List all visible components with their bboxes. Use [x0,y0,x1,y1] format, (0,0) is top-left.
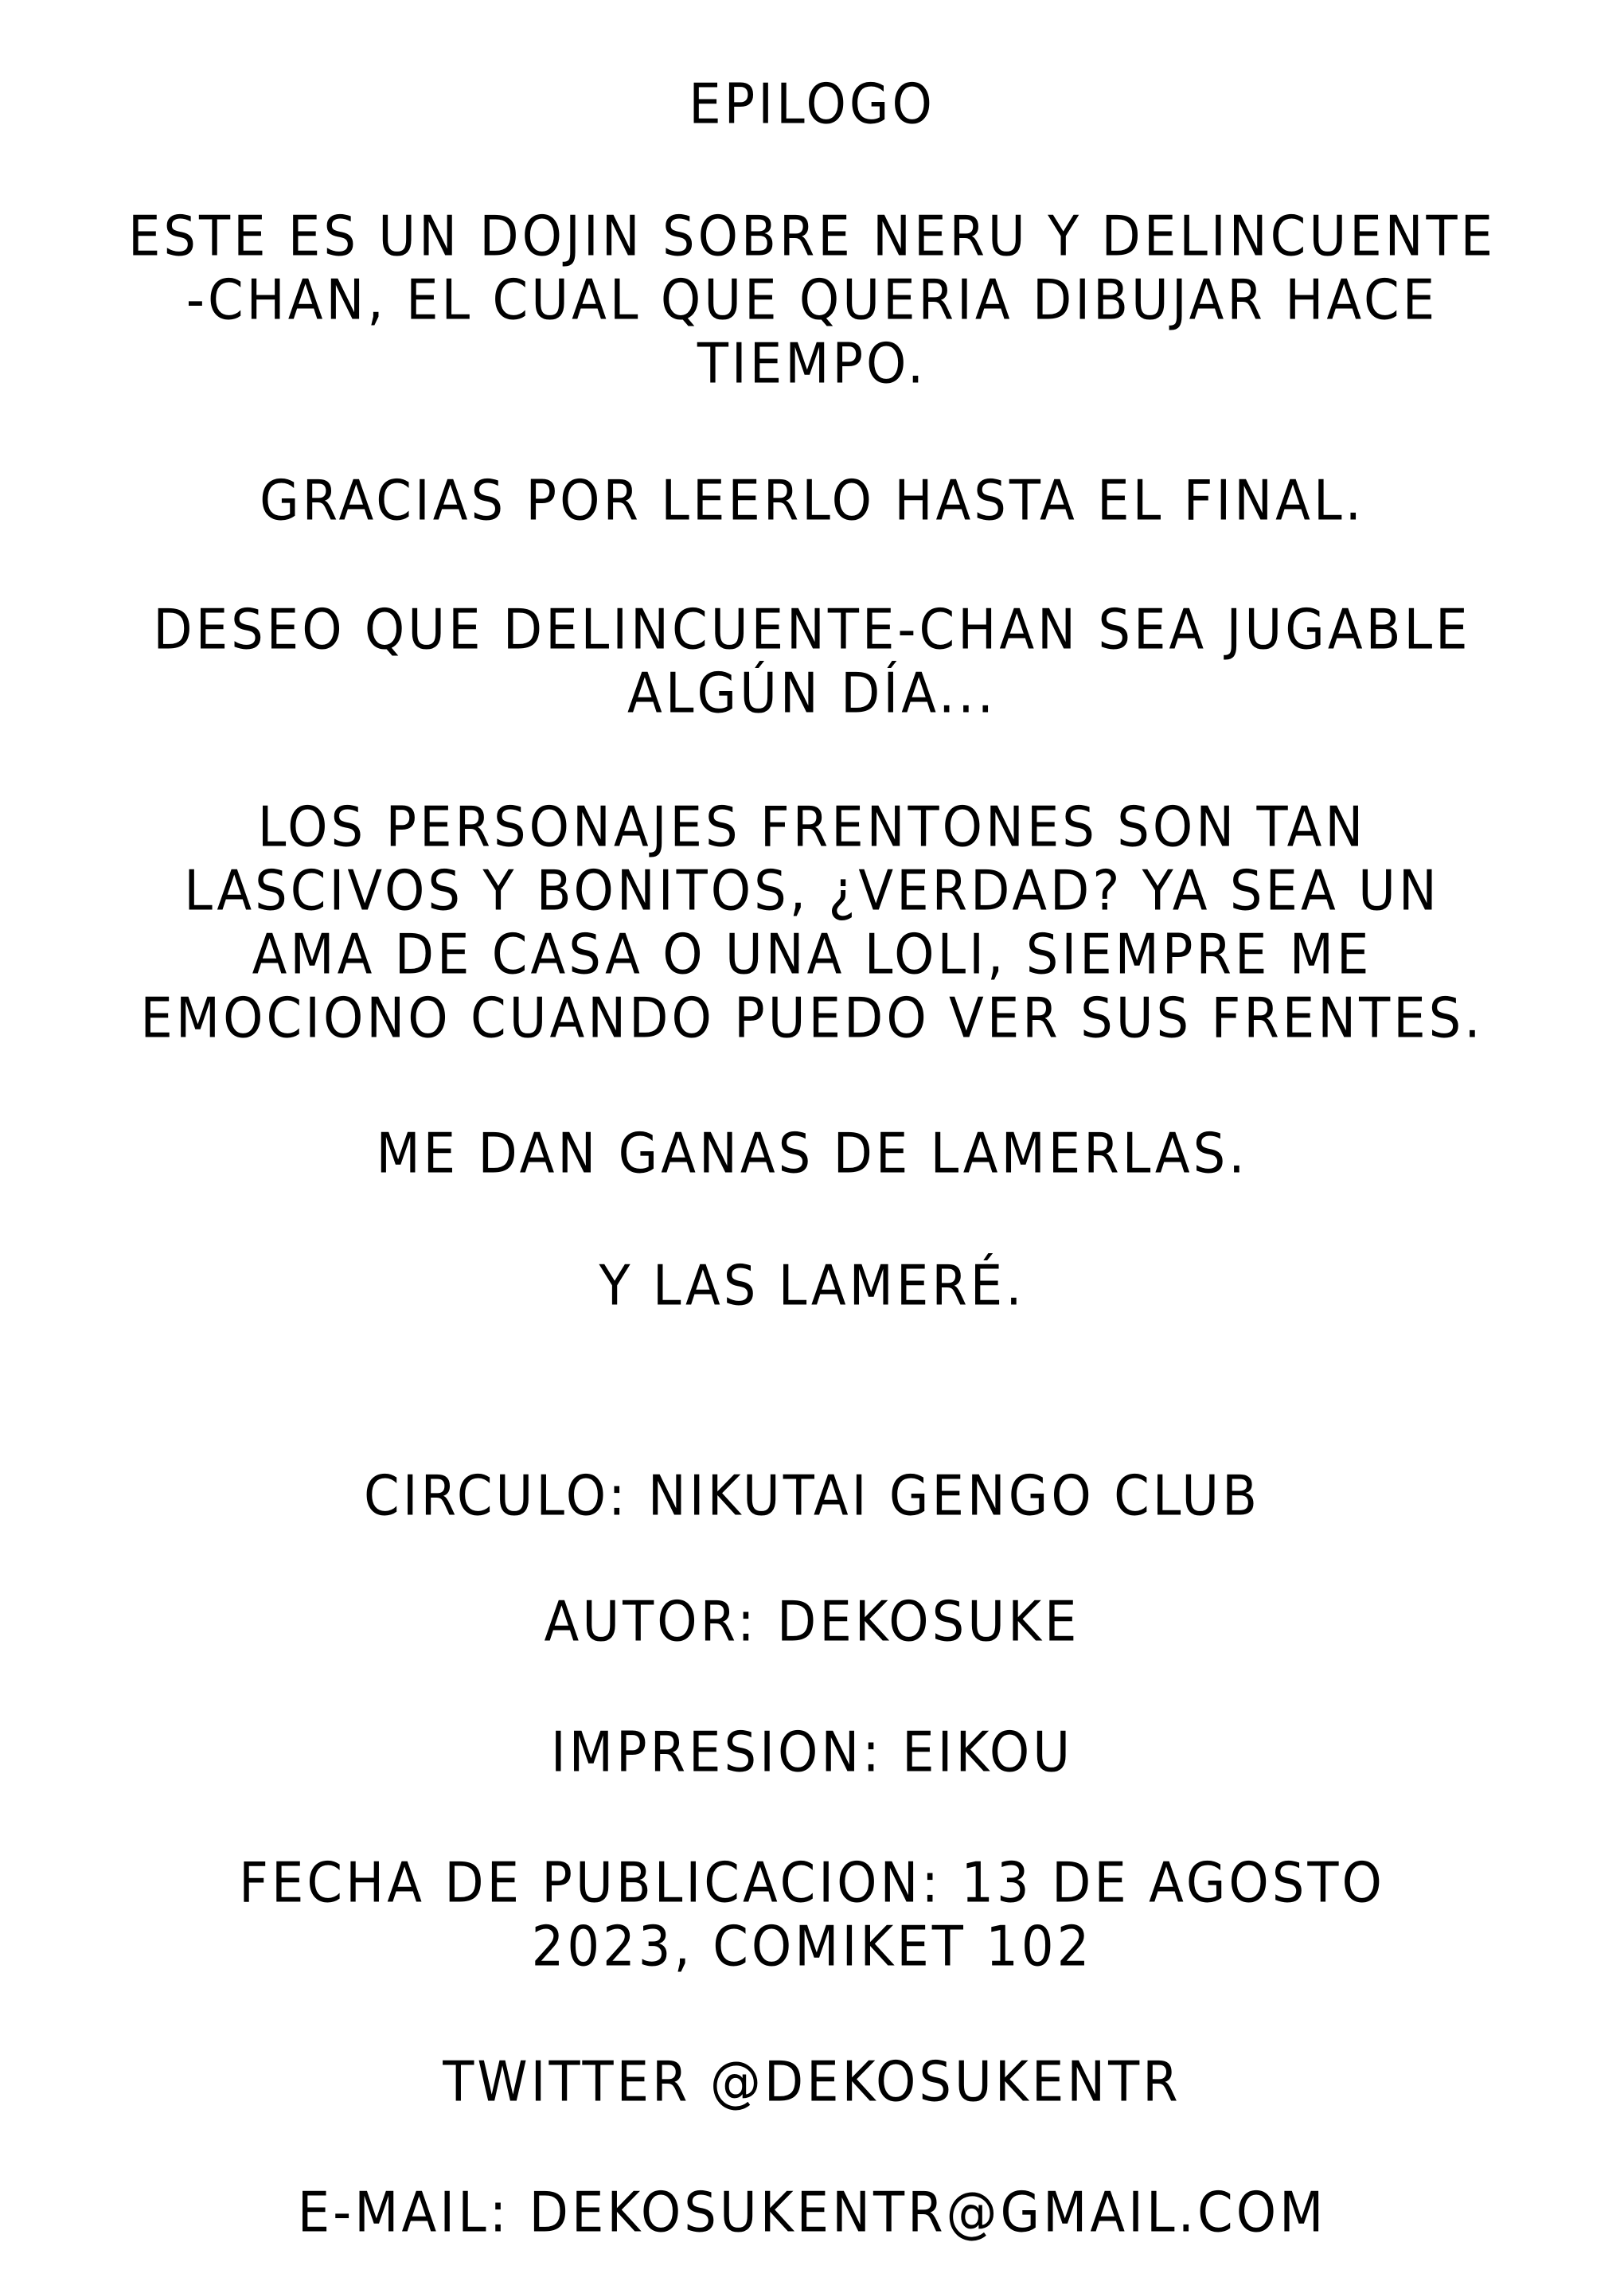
credits-publication-date-line-1: FECHA DE PUBLICACION: 13 DE AGOSTO [239,1852,1385,1916]
credits-twitter: TWITTER @DEKOSUKENTR [443,2051,1181,2115]
paragraph-2-line-1: GRACIAS POR LEERLO HASTA EL FINAL. [260,470,1364,533]
credits-publication-date-line-2: 2023, COMIKET 102 [531,1916,1093,1979]
paragraph-1-line-3: TIEMPO. [697,333,927,396]
paragraph-1-line-2: -CHAN, EL CUAL QUE QUERIA DIBUJAR HACE [185,269,1439,333]
paragraph-1-line-1: ESTE ES UN DOJIN SOBRE NERU Y DELINCUENTE [127,205,1497,269]
paragraph-4-line-3: AMA DE CASA O UNA LOLI, SIEMPRE ME [252,924,1372,987]
credits-author: AUTOR: DEKOSUKE [544,1591,1080,1654]
epilogue-title: EPILOGO [689,73,935,137]
credits-circle: CIRCULO: NIKUTAI GENGO CLUB [364,1465,1260,1529]
paragraph-4-line-2: LASCIVOS Y BONITOS, ¿VERDAD? YA SEA UN [184,860,1440,924]
paragraph-3-line-1: DESEO QUE DELINCUENTE-CHAN SEA JUGABLE [153,599,1471,662]
paragraph-5-line-1: ME DAN GANAS DE LAMERLAS. [376,1123,1248,1186]
credits-printing: IMPRESION: EIKOU [550,1721,1074,1785]
paragraph-6-line-1: Y LAS LAMERÉ. [599,1255,1025,1318]
paragraph-4-line-4: EMOCIONO CUANDO PUEDO VER SUS FRENTES. [140,987,1484,1051]
paragraph-4-line-1: LOS PERSONAJES FRENTONES SON TAN [257,796,1367,860]
credits-email: E-MAIL: DEKOSUKENTR@GMAIL.COM [297,2182,1327,2245]
paragraph-3-line-2: ALGÚN DÍA... [627,662,997,726]
